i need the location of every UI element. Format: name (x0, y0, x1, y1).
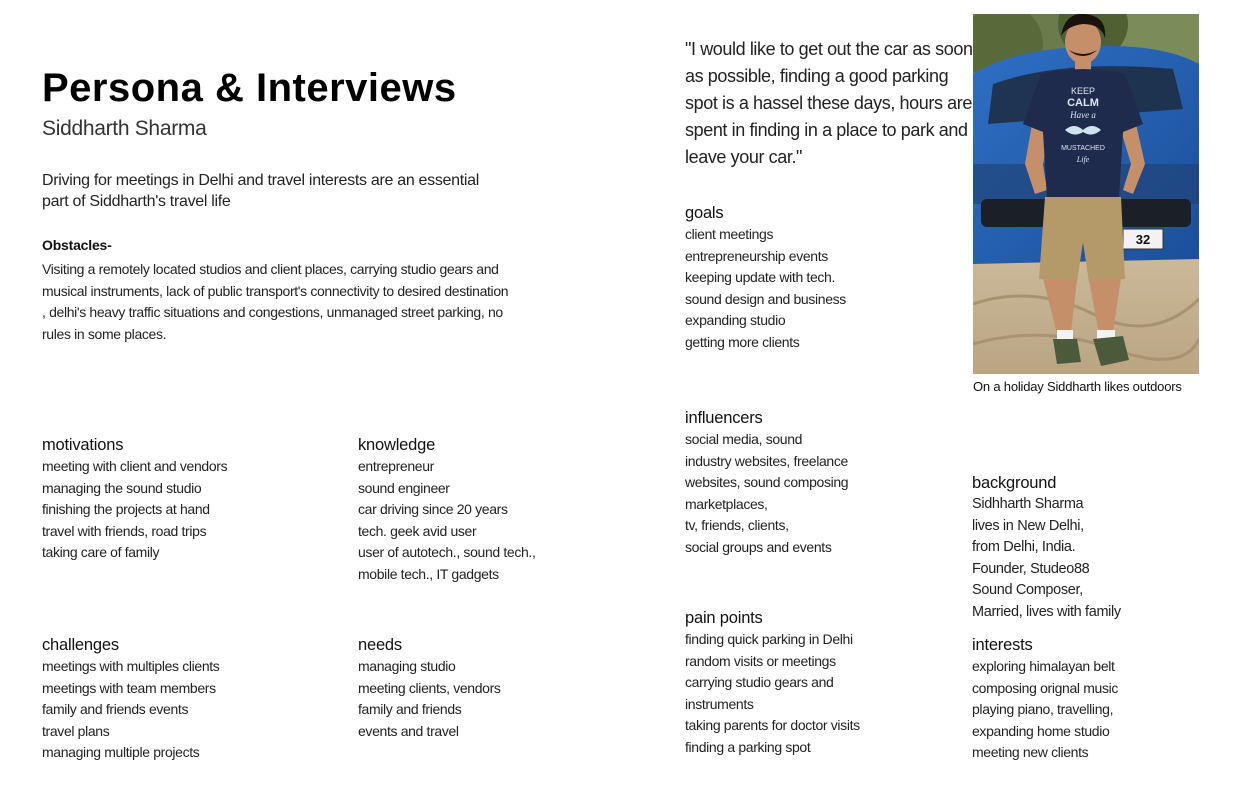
list-item: entrepreneur (358, 458, 434, 474)
tshirt-text: CALM (1067, 97, 1099, 109)
challenges-section (42, 634, 219, 764)
knowledge-list (358, 456, 536, 586)
list-item: managing studio (358, 658, 456, 674)
persona-quote: "I would like to get out the car as soon as possible, finding a good parking spot is a hassel these days, hours are spent in finding in a place to park and leave your car." (685, 39, 973, 167)
list-item: mobile tech., IT gadgets (358, 565, 499, 582)
page-title: Persona & Interviews (42, 66, 457, 110)
list-item: social groups and events (685, 538, 832, 555)
list-item: composing orignal music (972, 679, 1119, 696)
pain-points-list (685, 629, 860, 759)
list-item: taking care of family (42, 544, 160, 561)
list-item: finding a parking spot (685, 738, 811, 755)
challenges-list (42, 656, 219, 764)
list-item: meetings with multiples clients (42, 658, 220, 674)
tshirt-text: KEEP (1070, 86, 1096, 96)
list-item: user of autotech., sound tech., (358, 544, 536, 561)
needs-heading: needs (358, 636, 402, 654)
needs-list (358, 656, 501, 742)
list-item: meeting new clients (972, 744, 1089, 761)
list-item: expanding home studio (972, 722, 1110, 739)
list-item: entrepreneurship events (685, 247, 828, 264)
list-item: websites, sound composing (685, 474, 849, 491)
background-list (972, 494, 1121, 624)
goals-section (685, 202, 846, 354)
list-item: Married, lives with family (972, 603, 1121, 620)
list-item: meeting with client and vendors (42, 458, 228, 474)
background-heading: background (972, 474, 1057, 492)
interests-section (972, 634, 1118, 764)
motivations-heading: motivations (42, 436, 124, 454)
list-item: Sound Composer, (972, 582, 1083, 599)
influencers-section (685, 407, 848, 559)
list-item: taking parents for doctor visits (685, 717, 860, 734)
obstacles-text: Visiting a remotely located studios and client places, carrying studio gears and musical instruments, lack of public transport's connectivity to desired destination , delhi's heavy traffic situations and congestions, unmanaged street parking, no rules in some places. (42, 261, 509, 342)
list-item: travel with friends, road trips (42, 522, 207, 539)
motivations-section (42, 434, 227, 564)
list-item: events and travel (358, 722, 459, 739)
list-item: family and friends (358, 701, 462, 718)
list-item: lives in New Delhi, (972, 517, 1084, 534)
list-item: marketplaces, (685, 495, 768, 512)
tshirt-text: MUSTACHED (1061, 145, 1105, 152)
list-item: exploring himalayan belt (972, 658, 1115, 674)
list-item: instruments (685, 695, 754, 712)
tshirt-text: Have a (1070, 110, 1096, 120)
list-item: getting more clients (685, 333, 800, 350)
motivations-list (42, 456, 227, 564)
challenges-heading: challenges (42, 636, 119, 654)
list-item: family and friends events (42, 701, 189, 718)
list-item: Sidhharth Sharma (972, 496, 1084, 512)
list-item: sound design and business (685, 290, 846, 307)
tshirt-text: Life (1076, 155, 1090, 164)
list-item: finding quick parking in Delhi (685, 631, 853, 647)
list-item: industry websites, freelance (685, 452, 848, 469)
list-item: keeping update with tech. (685, 269, 836, 286)
list-item: random visits or meetings (685, 652, 836, 669)
goals-list (685, 224, 846, 354)
list-item: Founder, Studeo88 (972, 560, 1090, 577)
goals-heading: goals (685, 204, 724, 222)
obstacles-heading: Obstacles- (42, 237, 112, 253)
list-item: from Delhi, India. (972, 539, 1076, 556)
photo-caption: On a holiday Siddharth likes outdoors (973, 379, 1182, 394)
pain-points-section (685, 607, 860, 759)
list-item: meeting clients, vendors (358, 679, 501, 696)
persona-photo-illustration (973, 14, 1199, 374)
needs-section (358, 634, 501, 742)
list-item: car driving since 20 years (358, 501, 508, 518)
pain-points-heading: pain points (685, 609, 763, 627)
influencers-heading: influencers (685, 409, 763, 427)
list-item: social media, sound (685, 431, 803, 447)
list-item: finishing the projects at hand (42, 501, 210, 518)
knowledge-section (358, 434, 536, 586)
list-item: meetings with team members (42, 679, 216, 696)
list-item: carrying studio gears and (685, 674, 834, 691)
list-item: sound engineer (358, 479, 450, 496)
license-plate-text: 32 (1135, 232, 1151, 247)
persona-summary: Driving for meetings in Delhi and travel interests are an essential part of Siddharth's travel life (42, 172, 480, 210)
list-item: tv, friends, clients, (685, 517, 789, 534)
list-item: managing the sound studio (42, 479, 202, 496)
interests-heading: interests (972, 636, 1033, 654)
interests-list (972, 656, 1118, 764)
persona-photo (973, 14, 1199, 374)
persona-name: Siddharth Sharma (42, 117, 207, 140)
knowledge-heading: knowledge (358, 436, 436, 454)
influencers-list (685, 429, 848, 559)
list-item: playing piano, travelling, (972, 701, 1114, 718)
list-item: expanding studio (685, 312, 786, 329)
list-item: client meetings (685, 226, 774, 242)
background-section (972, 472, 1121, 624)
list-item: travel plans (42, 722, 110, 739)
list-item: tech. geek avid user (358, 522, 477, 539)
list-item: managing multiple projects (42, 744, 200, 761)
